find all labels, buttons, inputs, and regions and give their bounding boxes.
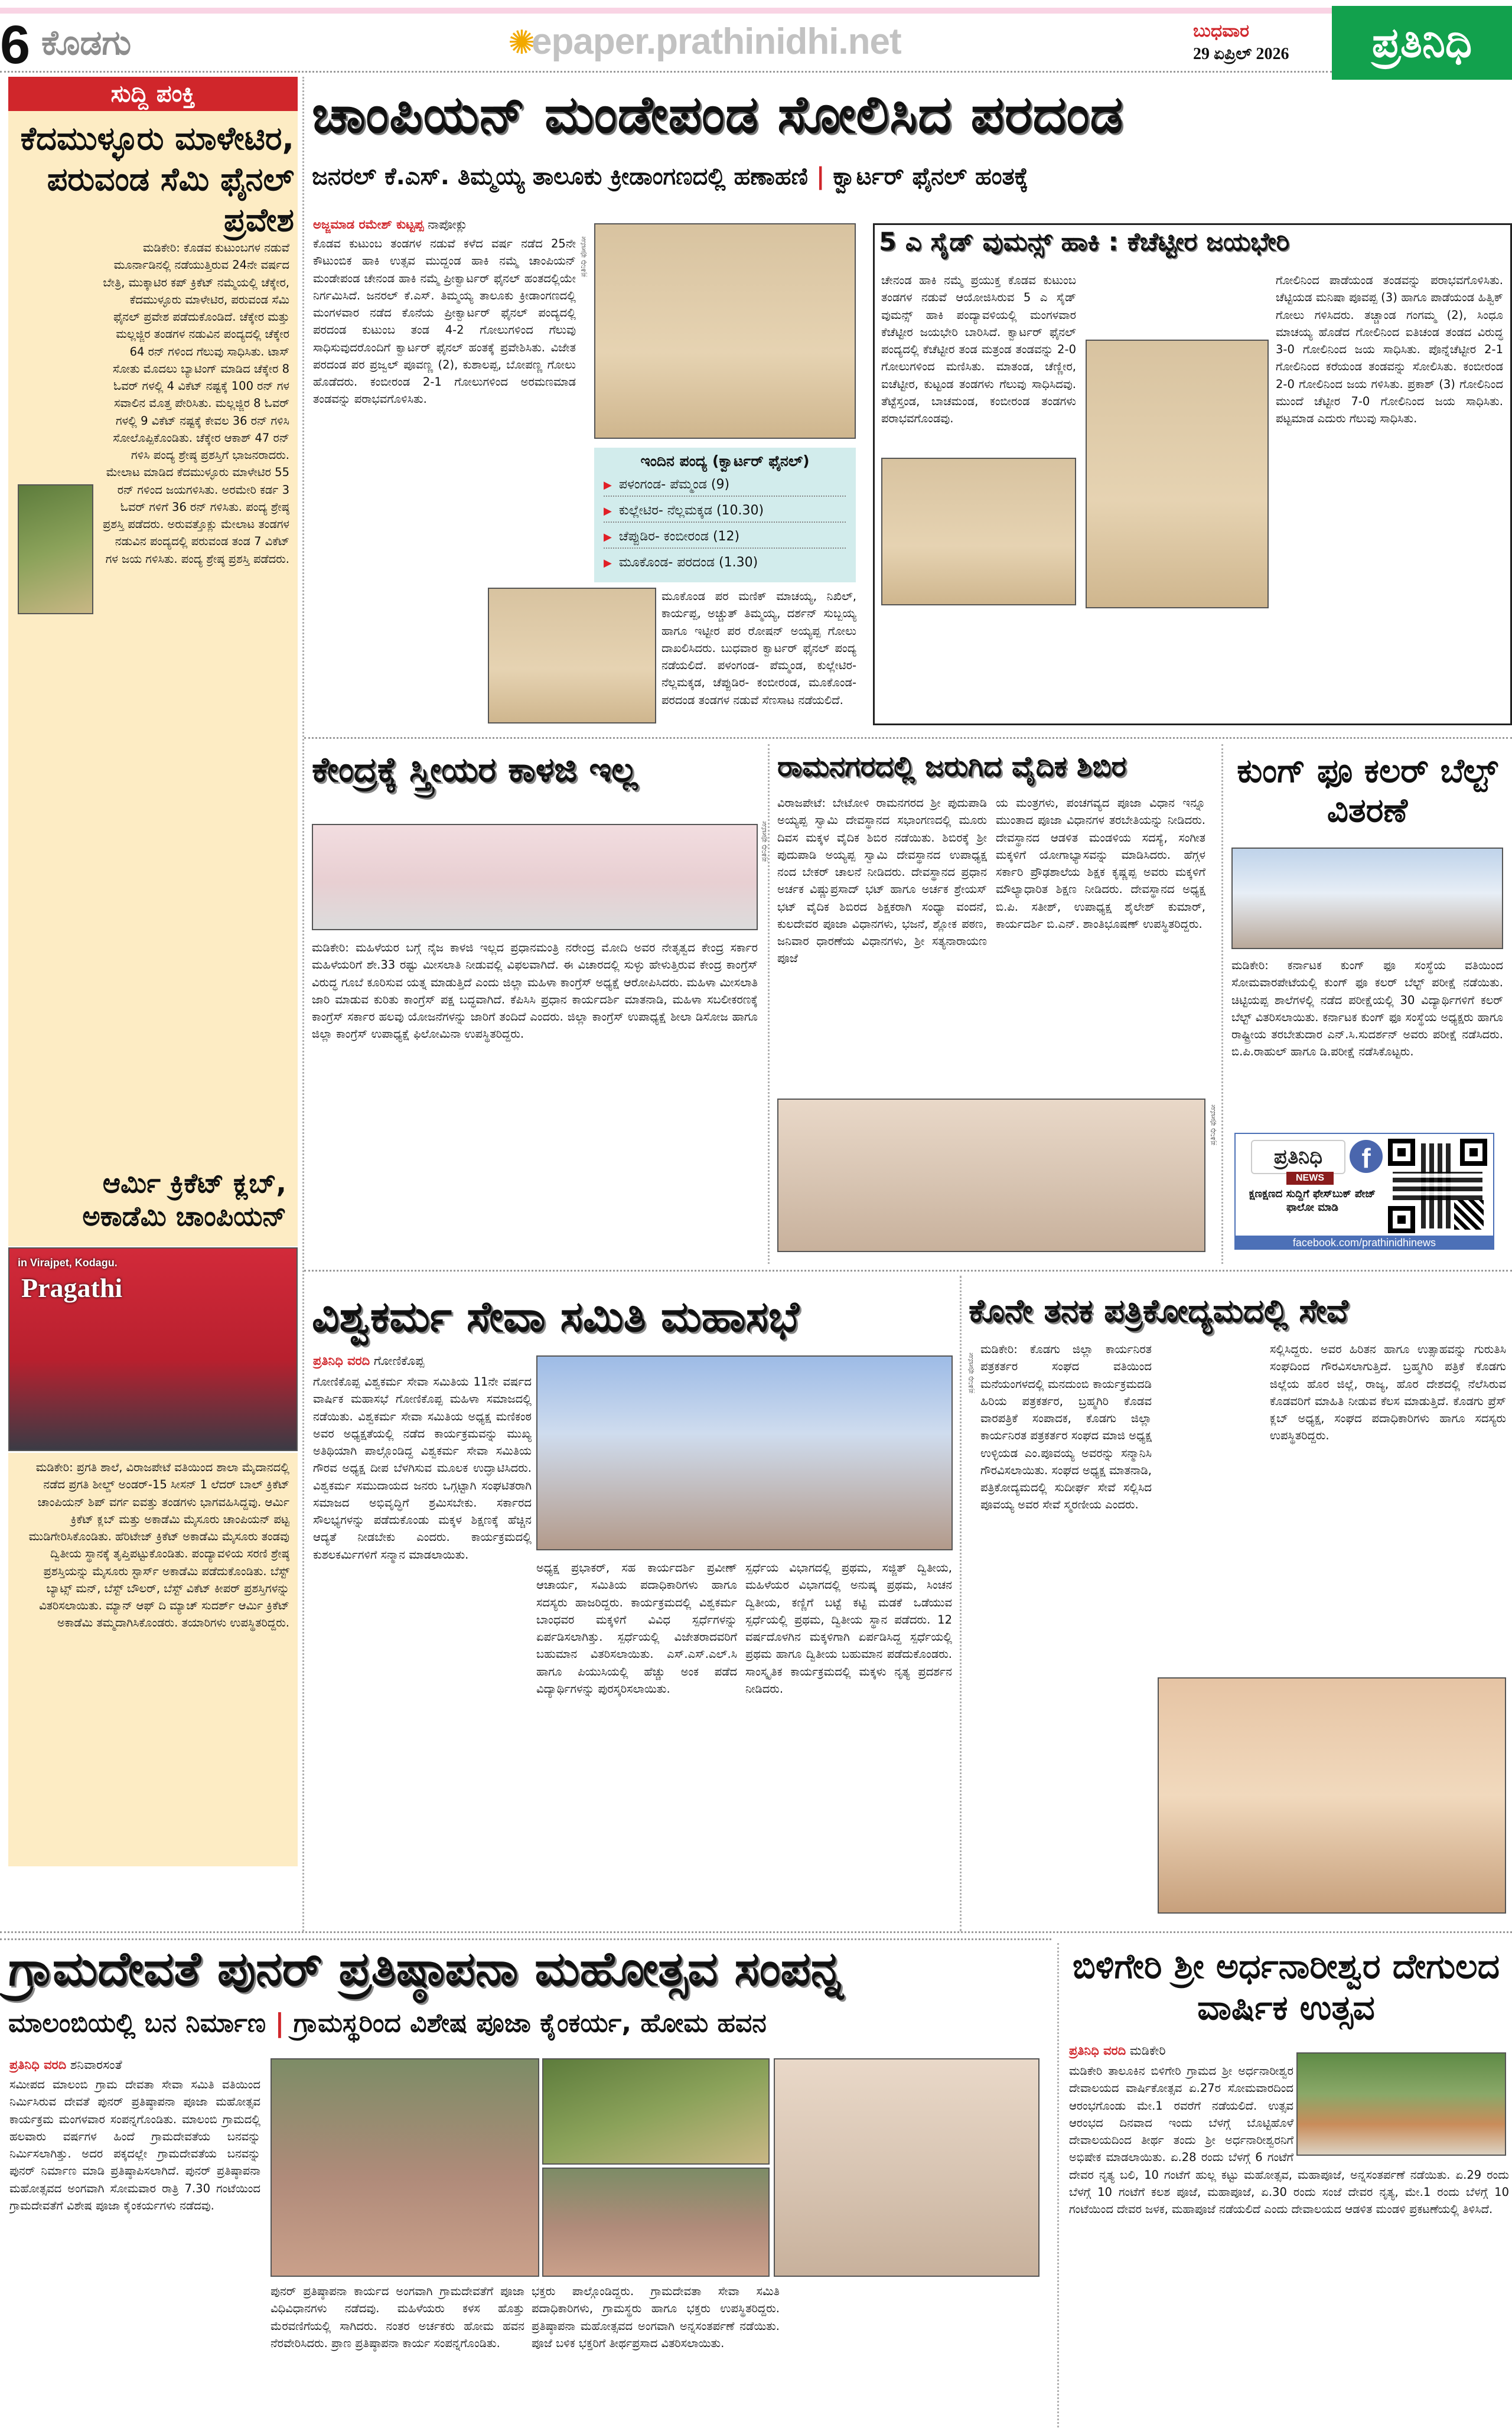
- biligeri-byline: [1069, 2044, 1166, 2058]
- cricketer-photo: [18, 484, 93, 614]
- hockey-women-photo: [488, 588, 656, 723]
- women-kalasha-photo: [542, 2168, 770, 2277]
- army-cricket-body: ಮಡಿಕೇರಿ: ಪ್ರಗತಿ ಶಾಲೆ, ವಿರಾಜಪೇಟೆ ವತಿಯಿಂದ ಶಾಲಾ ಮೈದಾನದಲ್ಲಿ ನಡೆದ ಪ್ರಗತಿ ಶೀಲ್ಡ್ ಅಂಡರ್-15 ಸೀಸನ್ 1 ಲೆದರ್ ಬಾಲ್ ಕ್ರಿಕೆಟ್ ಚಾಂಪಿಯನ್ ಶಿಪ್ ವರ್ಗ ಐವತ್ತು ತಂಡಗಳು ಭಾಗವಹಿಸಿದ್ದವು. ಆರ್ಮಿ ಕ್ರಿಕೆಟ್ ಕ್ಲಬ್ ಮತ್ತು ಅಕಾಡೆಮಿ ಮೈಸೂರು ಚಾಂಪಿಯನ್ ಪಟ್ಟ ಮುಡಿಗೇರಿಸಿಕೊಂಡಿತು. ಹೆರಿಟೇಜ್ ಕ್ರಿಕೆಟ್ ಅಕಾಡೆಮಿ ಮೈಸೂರು ತಂಡವು ದ್ವಿತೀಯ ಸ್ಥಾನಕ್ಕೆ ತೃಪ್ತಿಪಟ್ಟುಕೊಂಡಿತು. ಪಂದ್ಯಾವಳಿಯ ಸರಣಿ ಶ್ರೇಷ್ಠ ಪ್ರಶಸ್ತಿಯನ್ನು ಮೈಸೂರು ಸ್ಟಾರ್ಸ್ ಅಕಾಡೆಮಿ ಪಡೆದುಕೊಂಡಿತು. ಬೆಸ್ಟ್ ಬ್ಯಾಟ್ಸ್ ಮನ್, ಬೆಸ್ಟ್ ಬೌಲರ್, ಬೆಸ್ಟ್ ವಿಕೆಟ್ ಕೀಪರ್ ಪ್ರಶಸ್ತಿಗಳನ್ನು ವಿತರಿಸಲಾಯಿತು. ಮ್ಯಾನ್ ಆಫ್ ದಿ ಮ್ಯಾಚ್ ಸುದರ್ಶ್ ಆರ್ಮಿ ಕ್ರಿಕೆಟ್ ಅಕಾಡೆಮಿ ತಮ್ಮದಾಗಿಸಿಕೊಂಡರು. ತಯಾರಿಗಳು ಉಪಸ್ಥಿತರಿದ್ದರು.: [28, 1461, 289, 1630]
- journalist-body-col1: ಮಡಿಕೇರಿ: ಕೊಡಗು ಜಿಲ್ಲಾ ಕಾರ್ಯನಿರತ ಪತ್ರಕರ್ತರ ಸಂಘದ ವತಿಯಿಂದ ಮನೆಯಂಗಳದಲ್ಲಿ ಮನದುಂಬಿ ಕಾರ್ಯಕ್ರಮದಡಿ ಹಿರಿಯ ಪತ್ರಕರ್ತರ, ಬ್ರಹ್ಮಗಿರಿ ಕೊಡವ ವಾರಪತ್ರಿಕೆ ಸಂಪಾದಕ, ಕೊಡಗು ಜಿಲ್ಲಾ ಕಾರ್ಯನಿರತ ಪತ್ರಕರ್ತರ ಸಂಘದ ಮಾಜಿ ಅಧ್ಯಕ್ಷ ಉಳ್ಳಿಯಡ ಎಂ.ಪೂವಯ್ಯ ಅವರನ್ನು ಸನ್ಮಾನಿಸಿ ಗೌರವಿಸಲಾಯಿತು. ಸಂಘದ ಅಧ್ಯಕ್ಷ ಮಾತನಾಡಿ, ಪತ್ರಿಕೋದ್ಯಮದಲ್ಲಿ ಸುದೀರ್ಘ ಸೇವೆ ಸಲ್ಲಿಸಿದ ಪೂವಯ್ಯ ಅವರ ಸೇವೆ ಸ್ಮರಣೀಯ ಎಂದರು.: [980, 1341, 1258, 1925]
- village-deity-body-col2: ಪುನರ್ ಪ್ರತಿಷ್ಠಾಪನಾ ಕಾರ್ಯದ ಅಂಗವಾಗಿ ಗ್ರಾಮದೇವತೆಗೆ ಪೂಜಾ ವಿಧಿವಿಧಾನಗಳು ನಡೆದವು. ಮಹಿಳೆಯರು ಕಳಸ ಹೊತ್ತು ಮೆರವಣಿಗೆಯಲ್ಲಿ ಸಾಗಿದರು. ನಂತರ ಅರ್ಚಕರು ಹೋಮ ಹವನ ನೆರವೇರಿಸಿದರು. ಪ್ರಾಣ ಪ್ರತಿಷ್ಠಾಪನಾ ಕಾರ್ಯ ಸಂಪನ್ನಗೊಂಡಿತು.: [271, 2284, 524, 2350]
- triangle-bullet-icon: ▶: [604, 479, 612, 491]
- prathinidhi-news-logo: ಪ್ರತಿನಿಧಿ: [1251, 1140, 1345, 1174]
- army-cricket-headline: ಆರ್ಮಿ ಕ್ರಿಕೆಟ್ ಕ್ಲಬ್, ಅಕಾಡೆಮಿ ಚಾಂಪಿಯನ್: [82, 1167, 286, 1233]
- biligeri-headline: ಬಿಳಿಗೇರಿ ಶ್ರೀ ಅರ್ಧನಾರೀಶ್ವರ ದೇಗುಲದ ವಾರ್ಷಿಕ ಉತ್ಸವ: [1072, 1946, 1500, 2028]
- subhead-separator: |: [816, 163, 825, 190]
- fixture-item: ▶ ಕುಲ್ಲೇಟಿರ- ನೆಲ್ಲಮಕ್ಕಡ (10.30): [604, 503, 846, 523]
- women-hockey-body-col1: ಚೇನಂಡ ಹಾಕಿ ನಮ್ಮೆ ಪ್ರಯುಕ್ತ ಕೊಡವ ಕುಟುಂಬ ತಂಡಗಳ ನಡುವೆ ಆಯೋಜಿಸಿರುವ 5 ಎ ಸೈಡ್ ವುಮನ್ಸ್ ಹಾಕಿ ಪಂದ್ಯಾವಳಿಯಲ್ಲಿ ಮಂಗಳವಾರ ಕೆಚೆಟ್ಟೀರ ಜಯಭೇರಿ ಬಾರಿಸಿದೆ. ಕ್ವಾರ್ಟರ್ ಫೈನಲ್ ಪಂದ್ಯದಲ್ಲಿ ಕೆಚೆಟ್ಟೀರ ತಂಡ ಮತ್ರಂಡ ತಂಡವನ್ನು 2-0 ಗೋಲುಗಳಿಂದ ಮಣಿಸಿತು. ಮಾತಂಡ, ಚೆಣ್ಣೀರ, ಐಚೆಟ್ಟೀರ, ಕುಟ್ಟಂಡ ತಂಡಗಳು ಗೆಲುವು ಸಾಧಿಸಿದವು. ತೆಟ್ಟೆಸ್ತಂಡ, ಬಾಚಮಂಡ, ಕಂಬೀರಂಡ ತಂಡಗಳು ಪರಾಭವಗೊಂಡವು.: [881, 273, 1076, 425]
- village-subhead-left: ಮಾಲಂಬಿಯಲ್ಲಿ ಬನ ನಿರ್ಮಾಣ: [8, 2008, 266, 2038]
- column-divider: [768, 744, 770, 1264]
- hockey-headline: ಚಾಂಪಿಯನ್ ಮಂಡೇಪಂಡ ಸೋಲಿಸಿದ ಪರದಂಡ: [312, 84, 1124, 145]
- vedic-camp-body-col1: ವಿರಾಜಪೇಟೆ: ಬೇಟೋಳಿ ರಾಮನಗರದ ಶ್ರೀ ಪುದುಪಾಡಿ ಅಯ್ಯಪ್ಪ ಸ್ವಾಮಿ ದೇವಸ್ಥಾನದ ಸಭಾಂಗಣದಲ್ಲಿ ಮೂರು ದಿವಸ ಮಕ್ಕಳ ವೈದಿಕ ಶಿಬಿರ ನಡೆಯಿತು. ಶಿಬಿರಕ್ಕೆ ಶ್ರೀ ಪುದುಪಾಡಿ ಅಯ್ಯಪ್ಪ ಸ್ವಾಮಿ ದೇವಸ್ಥಾನದ ಉಪಾಧ್ಯಕ್ಷ ನಂದ ಬೇಕರ್ ಚಾಲನೆ ನೀಡಿದರು. ದೇವಸ್ಥಾನದ ಪ್ರಧಾನ ಅರ್ಚಕ ವಿಷ್ಣುಪ್ರಸಾದ್ ಭಟ್ ಹಾಗೂ ಅರ್ಚಕ ಶ್ರೇಯಸ್ ಭಟ್ ವೈದಿಕ ಶಿಬಿರದ ಶಿಕ್ಷಕರಾಗಿ ಸಂಧ್ಯಾ ವಂದನೆ, ಕುಲದೇವರ ಪೂಜಾ ವಿಧಾನಗಳು, ಭಜನೆ, ಶ್ಲೋಕ ಪಠಣ, ಜನಿವಾರ ಧಾರಣೆಯ ವಿಧಾನಗಳು, ಶ್ರೀ ಸತ್ಯನಾರಾಯಣ ಪೂಜೆ: [777, 796, 987, 966]
- women-hockey-photo-1: [881, 458, 1076, 605]
- qr-finder: [1460, 1139, 1487, 1166]
- village-deity-body-col3: ಭಕ್ತರು ಪಾಲ್ಗೊಂಡಿದ್ದರು. ಗ್ರಾಮದೇವತಾ ಸೇವಾ ಸಮಿತಿ ಪದಾಧಿಕಾರಿಗಳು, ಗ್ರಾಮಸ್ಥರು ಹಾಗೂ ಭಕ್ತರು ಉಪಸ್ಥಿತರಿದ್ದರು. ಪ್ರತಿಷ್ಠಾಪನಾ ಮಹೋತ್ಸವದ ಅಂಗವಾಗಿ ಅನ್ನಸಂತರ್ಪಣೆ ನಡೆಯಿತು. ಪೂಜೆ ಬಳಿಕ ಭಕ್ತರಿಗೆ ತೀರ್ಥಪ್ರಸಾದ ವಿತರಿಸಲಾಯಿತು.: [532, 2284, 780, 2350]
- section-divider: [304, 737, 1512, 739]
- date-line: 29 ಏಪ್ರಿಲ್ 2026: [1193, 45, 1289, 63]
- prathinidhi-logo: ಪ್ರತಿನಿಧಿ: [1332, 6, 1512, 80]
- byline-place: ನಾಪೋಕ್ಲು: [428, 217, 468, 232]
- day-name: ಬುಧವಾರ: [1193, 21, 1249, 41]
- byline-place: ಗೋಣಿಕೊಪ್ಪ: [373, 1354, 425, 1368]
- fixture-item: ▶ ಚೆಪ್ಪುಡಿರ- ಕಂಬೀರಂಡ (12): [604, 529, 846, 549]
- fixture-item: ▶ ಮೂಕೊಂಡ- ಪರದಂಡ (1.30): [604, 555, 758, 570]
- byline-name: ಪ್ರತಿನಿಧಿ ವರದಿ: [1069, 2044, 1126, 2058]
- cricket-team-photo: [8, 1247, 298, 1451]
- triangle-bullet-icon: ▶: [604, 505, 612, 517]
- vedic-camp-headline: ರಾಮನಗರದಲ್ಲಿ ಜರುಗಿದ ವೈದಿಕ ಶಿಬಿರ: [777, 750, 1126, 783]
- village-deity-headline: ಗ್ರಾಮದೇವತೆ ಪುನರ್ ಪ್ರತಿಷ್ಠಾಪನಾ ಮಹೋತ್ಸವ ಸಂಪನ್ನ: [8, 1941, 843, 1996]
- women-hockey-body-col2: ಗೋಲಿನಿಂದ ಪಾಡೆಯಂಡ ತಂಡವನ್ನು ಪರಾಭವಗೊಳಿಸಿತು. ಚೆಟ್ಟಿಯಡ ಮನಿಷಾ ಪೂವಪ್ಪ (3) ಹಾಗೂ ಪಾಡೆಯಂಡ ಹಿತ್ವಿಕ್ ಗೋಲು ಗಳಿಸಿದರು. ತಚ್ಚಾಂಡ ಗಂಗಮ್ಮ (2), ಸಿಂಧೂ ಮಾಚಯ್ಯ ಹೊಡೆದ ಗೋಲಿನಿಂದ ಐತಿಚಂಡ ತಂಡದ ವಿರುದ್ಧ 3-0 ಗೋಲಿನಿಂದ ಜಯ ಸಾಧಿಸಿತು. ಪೊನ್ನೆಚೆಟ್ಟೀರ 2-1 ಗೋಲಿನಿಂದ ಕರೆಯಂಡ ತಂಡವನ್ನು ಸೋಲಿಸಿತು. ಕಂಬೀರಂಡ 2-0 ಗೋಲಿನಿಂದ ಜಯ ಗಳಿಸಿತು. ಪ್ರಕಾಶ್ (3) ಗೋಲಿನಿಂದ ಮುಂದೆ ಚೆಟ್ಟೀರ 7-0 ಗೋಲಿನಿಂದ ಜಯ ಸಾಧಿಸಿತು. ಪಟ್ಟಮಾಡ ಎದುರು ಗೆಲುವು ಸಾಧಿಸಿತು.: [1276, 273, 1503, 425]
- column-divider: [1221, 744, 1223, 1264]
- facebook-icon[interactable]: f: [1350, 1140, 1383, 1173]
- triangle-bullet-icon: ▶: [604, 557, 612, 569]
- section-divider: [0, 1931, 1512, 1933]
- byline-name: ಪ್ರತಿನಿಧಿ ವರದಿ: [313, 1354, 370, 1368]
- hockey-subheadline: [312, 162, 1511, 191]
- subhead-separator: |: [275, 2008, 285, 2038]
- village-subhead-right: ಗ್ರಾಮಸ್ಥರಿಂದ ವಿಶೇಷ ಪೂಜಾ ಕೈಂಕರ್ಯ, ಹೋಮ ಹವನ: [293, 2008, 767, 2038]
- photo-banner-sub: in Virajpet, Kodagu.: [18, 1257, 118, 1269]
- hockey-body-col1b: [313, 588, 481, 721]
- byline-place: ಶನಿವಾರಸಂತೆ: [70, 2058, 122, 2072]
- qr-finder: [1388, 1139, 1415, 1166]
- vishwakarma-photo: [536, 1355, 953, 1550]
- hockey-body-col1: ಕೊಡವ ಕುಟುಂಬ ತಂಡಗಳ ನಡುವೆ ಕಳೆದ ವರ್ಷ ನಡೆದ 25ನೇ ಕೌಟುಂಬಿಕ ಹಾಕಿ ಉತ್ಸವ ಮುದ್ದಂಡ ಹಾಕಿ ನಮ್ಮೆ ಚಾಂಪಿಯನ್ ಮಂಡೇಪಂಡ ಚೇನಂಡ ಹಾಕಿ ನಮ್ಮೆ ಪ್ರೀಕ್ವಾರ್ಟರ್ ಫೈನಲ್ ಹಂತದಲ್ಲಿಯೇ ನಿರ್ಗಮಿಸಿದೆ. ಜನರಲ್ ಕೆ.ಎಸ್. ತಿಮ್ಮಯ್ಯ ತಾಲೂಕು ಕ್ರೀಡಾಂಗಣದಲ್ಲಿ ಮಂಗಳವಾರ ನಡೆದ ಕೊನೆಯ ಪ್ರೀಕ್ವಾರ್ಟರ್ ಫೈನಲ್ ಪಂದ್ಯದಲ್ಲಿ ಪರದಂಡ ಕುಟುಂಬ ತಂಡ 4-2 ಗೋಲುಗಳಿಂದ ಗೆಲುವು ಸಾಧಿಸುವುದರೊಂದಿಗೆ ಕ್ವಾರ್ಟರ್ ಫೈನಲ್ ಹಂತಕ್ಕೆ ಪ್ರವೇಶಿಸಿತು. ವಿಜೇತ ಪರದಂಡ ಪರ ಪ್ರಜ್ವಲ್ ಪೂವಣ್ಣ (2), ಕುಶಾಲಪ್ಪ, ಬೋಪಣ್ಣ ಗೋಲು ಹೊಡೆದರು. ಕಂಬೀರಂಡ 2-1 ಗೋಲುಗಳಿಂದ ಅರಮಣಮಾಡ ತಂಡವನ್ನು ಪರಾಭವಗೊಳಿಸಿತು.: [313, 237, 576, 406]
- fixture-item: ▶ ಪಳಂಗಂಡ- ಪೆಮ್ಮಂಡ (9): [604, 477, 846, 497]
- hockey-subhead-left: ಜನರಲ್ ಕೆ.ಎಸ್. ತಿಮ್ಮಯ್ಯ ತಾಲೂಕು ಕ್ರೀಡಾಂಗಣದಲ್ಲಿ ಹಣಾಹಣಿ: [312, 163, 808, 190]
- hockey-byline: [313, 217, 467, 232]
- women-concern-body: ಮಡಿಕೇರಿ: ಮಹಿಳೆಯರ ಬಗ್ಗೆ ನೈಜ ಕಾಳಜಿ ಇಲ್ಲದ ಪ್ರಧಾನಮಂತ್ರಿ ನರೇಂದ್ರ ಮೋದಿ ಅವರ ನೇತೃತ್ವದ ಕೇಂದ್ರ ಸರ್ಕಾರ ಮಹಿಳೆಯರಿಗೆ ಶೇ.33 ರಷ್ಟು ಮೀಸಲಾತಿ ನೀಡುವಲ್ಲಿ ವಿಫಲವಾಗಿದೆ. ಈ ವಿಚಾರದಲ್ಲಿ ಸುಳ್ಳು ಹೇಳುತ್ತಿರುವ ಕೇಂದ್ರ ಕಾಂಗ್ರೆಸ್ ವಿರುದ್ಧ ಗೂಬೆ ಕೂರಿಸುವ ಯತ್ನ ಮಾಡುತ್ತಿದೆ ಎಂದು ಜಿಲ್ಲಾ ಮಹಿಳಾ ಕಾಂಗ್ರೆಸ್ ಅಧ್ಯಕ್ಷೆ ಆರೋಪಿಸಿದರು. ಮಹಿಳಾ ಮೀಸಲಾತಿ ಜಾರಿ ಮಾಡುವ ಕುರಿತು ಕಾಂಗ್ರೆಸ್ ಪಕ್ಷ ಬದ್ಧವಾಗಿದೆ. ಕೆಪಿಸಿಸಿ ಪ್ರಧಾನ ಕಾರ್ಯದರ್ಶಿ ಮಾತನಾಡಿ, ಮಹಿಳಾ ಸಬಲೀಕರಣಕ್ಕೆ ಕಾಂಗ್ರೆಸ್ ಸರ್ಕಾರ ಹಲವು ಯೋಜನೆಗಳನ್ನು ಜಾರಿಗೆ ತಂದಿದೆ ಎಂದರು. ಜಿಲ್ಲಾ ಕಾಂಗ್ರೆಸ್ ಉಪಾಧ್ಯಕ್ಷೆ ಶೀಲಾ ಡಿಸೋಜ ಹಾಗೂ ಜಿಲ್ಲಾ ಕಾಂಗ್ರೆಸ್ ಉಪಾಧ್ಯಕ್ಷೆ ಫಿಲೋಮಿನಾ ಉಪಸ್ಥಿತರಿದ್ದರು.: [312, 941, 758, 1041]
- qr-finder: [1388, 1206, 1415, 1233]
- column-divider: [302, 77, 304, 1931]
- women-hockey-photo-2: [1086, 340, 1269, 608]
- village-deity-subheadline: [8, 2008, 1048, 2038]
- byline-place: ಮಡಿಕೇರಿ: [1129, 2044, 1166, 2058]
- shrine-photo: [542, 2058, 770, 2165]
- procession-photo: [271, 2058, 539, 2277]
- vishwakarma-byline: [313, 1354, 424, 1368]
- semifinal-body: ಮಡಿಕೇರಿ: ಕೊಡವ ಕುಟುಂಬಗಳ ನಡುವೆ ಮೂರ್ನಾಡಿನಲ್ಲಿ ನಡೆಯುತ್ತಿರುವ 24ನೇ ವರ್ಷದ ಬೇತ್ರಿ, ಮುಕ್ಕಾಟಿರ ಕಪ್ ಕ್ರಿಕೆಟ್ ನಮ್ಮೆಯಲ್ಲಿ ಚೆಕ್ಕೇರ, ಕೆದಮುಳ್ಳೂರು ಮಾಳೇಟಿರ, ಪರುವಂಡ ಸೆಮಿ ಫೈನಲ್ ಪ್ರವೇಶ ಪಡೆದುಕೊಂಡಿದೆ. ಚೆಕ್ಕೇರ ಮತ್ತು ಮಲ್ಲಜ್ಜಿರ ತಂಡಗಳ ನಡುವಿನ ಪಂದ್ಯದಲ್ಲಿ ಚೆಕ್ಕೇರ 64 ರನ್ ಗಳಿಂದ ಗೆಲುವು ಸಾಧಿಸಿತು. ಟಾಸ್ ಸೋತು ಮೊದಲು ಬ್ಯಾಟಿಂಗ್ ಮಾಡಿದ ಚೆಕ್ಕೇರ 8 ಓವರ್ ಗಳಲ್ಲಿ 4 ವಿಕೆಟ್ ನಷ್ಟಕ್ಕೆ 100 ರನ್ ಗಳ ಸವಾಲಿನ ಮೊತ್ತ ಪೇರಿಸಿತು. ಮಲ್ಲಜ್ಜಿರ 8 ಓವರ್ ಗಳಲ್ಲಿ 9 ವಿಕೆಟ್ ನಷ್ಟಕ್ಕೆ ಕೇವಲ 36 ರನ್ ಗಳಿಸಿ ಸೋಲೊಪ್ಪಿಕೊಂಡಿತು. ಚೆಕ್ಕೇರ ಆಕಾಶ್ 47 ರನ್ ಗಳಿಸಿ ಪಂದ್ಯ ಶ್ರೇಷ್ಠ ಪ್ರಶಸ್ತಿಗೆ ಭಾಜನರಾದರು. ಮೇಲಾಟ ಮಾಡಿದ ಕೆದಮುಳ್ಳೂರು ಮಾಳೇಟಿರ 55 ರನ್ ಗಳಿಂದ ಜಯಗಳಿಸಿತು. ಅರಮೇರಿ ಕರ್ಡ 3 ಓವರ್ ಗಳಿಗೆ 36 ರನ್ ಗಳಿಸಿತು. ಪಂದ್ಯ ಶ್ರೇಷ್ಠ ಪ್ರಶಸ್ತಿ ಪಡೆದರು. ಅರುವತ್ತೊಕ್ಲು ಮೇಲಾಟ ತಂಡಗಳ ನಡುವಿನ ಪಂದ್ಯದಲ್ಲಿ ಪರುವಂಡ ತಂಡ 7 ವಿಕೆಟ್ ಗಳ ಜಯ ಗಳಿಸಿತು. ಪಂದ್ಯ ಶ್ರೇಷ್ಠ ಪ್ರಶಸ್ತಿ ಪಡೆದರು.: [18, 239, 289, 1113]
- masthead-pink-bar: [0, 8, 1332, 14]
- biligeri-body: ಮಡಿಕೇರಿ ತಾಲೂಕಿನ ಬಿಳಿಗೇರಿ ಗ್ರಾಮದ ಶ್ರೀ ಅರ್ಧನಾರೀಶ್ವರ ದೇವಾಲಯದ ವಾರ್ಷಿಕೋತ್ಸವ ಏ.27ರ ಸೋಮವಾರದಿಂದ ಆರಂಭಗೊಂಡು ಮೇ.1 ರವರೆಗೆ ನಡೆಯಲಿದೆ. ಉತ್ಸವ ಆರಂಭದ ದಿನವಾದ ಇಂದು ಬೆಳಗ್ಗೆ ಬೊಟ್ಟಿಹೊಳೆ ದೇವಾಲಯದಿಂದ ತೀರ್ಥ ತಂದು ಶ್ರೀ ಅರ್ಧನಾರೀಶ್ವರನಿಗೆ ಅಭಿಷೇಕ ಮಾಡಲಾಯಿತು. ಏ.28 ರಂದು ಬೆಳಗ್ಗೆ 6 ಗಂಟೆಗೆ ದೇವರ ನೃತ್ಯ ಬಲಿ, 10 ಗಂಟೆಗೆ ಹುಲ್ಲ ಕಟ್ಟು ಮಹೋತ್ಸವ, ಮಹಾಪೂಜೆ, ಅನ್ನಸಂತರ್ಪಣೆ ನಡೆಯಿತು. ಏ.29 ರಂದು ಬೆಳಗ್ಗೆ 10 ಗಂಟೆಗೆ ಕಲಶ ಪೂಜೆ, ಮಹಾಪೂಜೆ, ಏ.30 ರಂದು ಸಂಜೆ ದೇವರ ನೃತ್ಯ, ಮೇ.1 ರಂದು ಬೆಳಗ್ಗೆ 10 ಗಂಟೆಯಿಂದ ದೇವರ ಜಳಕ, ಮಹಾಪೂಜೆ ನಡೆಯಲಿದೆ ಎಂದು ದೇವಾಲಯದ ಆಡಳಿತ ಮಂಡಳಿ ಪ್ರಕಟಣೆಯಲ್ಲಿ ತಿಳಿಸಿದೆ.: [1069, 2062, 1509, 2423]
- section-name: ಕೊಡಗು: [41, 22, 132, 63]
- women-hockey-headline: 5 ಎ ಸೈಡ್ ವುಮನ್ಸ್ ಹಾಕಿ : ಕೆಚೆಟ್ಟೀರ ಜಯಭೇರಿ: [879, 227, 1290, 257]
- village-deity-body-col1: ಸಮೀಪದ ಮಾಲಂಬಿ ಗ್ರಾಮ ದೇವತಾ ಸೇವಾ ಸಮಿತಿ ವತಿಯಿಂದ ನಿರ್ಮಿಸಿರುವ ದೇವತೆ ಪುನರ್ ಪ್ರತಿಷ್ಠಾಪನಾ ಪೂಜಾ ಮಹೋತ್ಸವ ಕಾರ್ಯಕ್ರಮ ಮಂಗಳವಾರ ಸಂಪನ್ನಗೊಂಡಿತು. ಮಾಲಂಬಿ ಗ್ರಾಮದಲ್ಲಿ ಹಲವಾರು ವರ್ಷಗಳ ಹಿಂದೆ ಗ್ರಾಮದೇವತೆಯ ಬನವನ್ನು ನಿರ್ಮಿಸಲಾಗಿತ್ತು. ಅದರ ಪಕ್ಕದಲ್ಲೇ ಗ್ರಾಮದೇವತೆಯ ಬನವನ್ನು ಪುನರ್ ನಿರ್ಮಾಣ ಮಾಡಿ ಪ್ರತಿಷ್ಠಾಪಿಸಲಾಗಿದೆ. ಪುನರ್ ಪ್ರತಿಷ್ಠಾಪನಾ ಮಹೋತ್ಸವದ ಅಂಗವಾಗಿ ಸೋಮವಾರ ರಾತ್ರಿ 7.30 ಗಂಟೆಯಿಂದ ಗ್ರಾಮದೇವತೆಗೆ ವಿಶೇಷ ಪೂಜಾ ಕೈಂಕರ್ಯಗಳು ನಡೆದವು.: [9, 2078, 260, 2212]
- vedic-camp-photo: [777, 1099, 1205, 1252]
- vishwakarma-body-col1: ಗೋಣಿಕೊಪ್ಪ ವಿಶ್ವಕರ್ಮ ಸೇವಾ ಸಮಿತಿಯ 11ನೇ ವರ್ಷದ ವಾರ್ಷಿಕ ಮಹಾಸಭೆ ಗೋಣಿಕೊಪ್ಪ ಮಹಿಳಾ ಸಮಾಜದಲ್ಲಿ ನಡೆಯಿತು. ವಿಶ್ವಕರ್ಮ ಸೇವಾ ಸಮಿತಿಯ ಅಧ್ಯಕ್ಷ ಮಣಿಕಂಠ ಅವರ ಅಧ್ಯಕ್ಷತೆಯಲ್ಲಿ ನಡೆದ ಕಾರ್ಯಕ್ರಮವನ್ನು ಮುಖ್ಯ ಅತಿಥಿಯಾಗಿ ಪಾಲ್ಗೊಂಡಿದ್ದ ವಿಶ್ವಕರ್ಮ ಸೇವಾ ಸಮಿತಿಯ ಗೌರವ ಅಧ್ಯಕ್ಷ ದೀಪ ಬೆಳಗಿಸುವ ಮೂಲಕ ಉದ್ಘಾಟಿಸಿದರು. ವಿಶ್ವಕರ್ಮ ಸಮುದಾಯದ ಜನರು ಒಗ್ಗಟ್ಟಾಗಿ ಸಂಘಟಿತರಾಗಿ ಸಮಾಜದ ಅಭಿವೃದ್ಧಿಗೆ ಶ್ರಮಿಸಬೇಕು. ಸರ್ಕಾರದ ಸೌಲಭ್ಯಗಳನ್ನು ಪಡೆದುಕೊಂಡು ಮಕ್ಕಳ ಶಿಕ್ಷಣಕ್ಕೆ ಹೆಚ್ಚಿನ ಆದ್ಯತೆ ನೀಡಬೇಕು ಎಂದರು. ಕಾರ್ಯಕ್ರಮದಲ್ಲಿ ಕುಶಲಕರ್ಮಿಗಳಿಗೆ ಸನ್ಮಾನ ಮಾಡಲಾಯಿತು.: [313, 1375, 532, 1562]
- fixtures-title: ಇಂದಿನ ಪಂದ್ಯ (ಕ್ವಾರ್ಟರ್ ಫೈನಲ್): [640, 452, 810, 470]
- vishwakarma-body-col3: ಸ್ಪರ್ಧೆಯ ವಿಭಾಗದಲ್ಲಿ ಪ್ರಥಮ, ಸಜ್ಜಿತ್ ದ್ವಿತೀಯ, ಮಹಿಳೆಯರ ವಿಭಾಗದಲ್ಲಿ ಅನುಷ್ಕ ಪ್ರಥಮ, ಸಿಂಚನ ದ್ವಿತೀಯ, ಕಣ್ಣಿಗೆ ಬಟ್ಟೆ ಕಟ್ಟಿ ಮಡಕೆ ಒಡೆಯುವ ಸ್ಪರ್ಧೆಯಲ್ಲಿ ಪ್ರಥಮ, ದ್ವಿತೀಯ ಸ್ಥಾನ ಪಡೆದರು. 12 ವರ್ಷದೊಳಗಿನ ಮಕ್ಕಳಿಗಾಗಿ ಏರ್ಪಡಿಸಿದ್ದ ಸ್ಪರ್ಧೆಯಲ್ಲಿ ಪ್ರಥಮ ಹಾಗೂ ದ್ವಿತೀಯ ಬಹುಮಾನ ಪಡೆದುಕೊಂಡರು. ಸಾಂಸ್ಕೃತಿಕ ಕಾರ್ಯಕ್ರಮದಲ್ಲಿ ಮಕ್ಕಳು ನೃತ್ಯ ಪ್ರದರ್ಶನ ನೀಡಿದರು.: [745, 1561, 952, 1696]
- sunburst-icon: ✺: [508, 24, 536, 62]
- kungfu-group-photo: [1231, 848, 1503, 949]
- vedic-camp-body-col2: ಯ ಮಂತ್ರಗಳು, ಪಂಚಗವ್ಯದ ಪೂಜಾ ವಿಧಾನ ಇನ್ನೂ ಮುಂತಾದ ಪೂಜಾ ವಿಧಾನಗಳ ತರಬೇತಿಯನ್ನು ನೀಡಿದರು. ದೇವಸ್ಥಾನದ ಆಡಳಿತ ಮಂಡಳಿಯ ಸದಸ್ಯೆ, ಸಂಗೀತ ಮಕ್ಕಳಿಗೆ ಯೋಗಾಭ್ಯಾಸವನ್ನು ಮಾಡಿಸಿದರು. ಹೆಗ್ಗಳ ಸರ್ಕಾರಿ ಪ್ರೌಢಶಾಲೆಯ ಶಿಕ್ಷಕ ಕೃಷ್ಣಪ್ಪ ಅವರು ಮಕ್ಕಳಿಗೆ ಮೌಲ್ಯಾಧಾರಿತ ಶಿಕ್ಷಣ ನೀಡಿದರು. ದೇವಸ್ಥಾನದ ಅಧ್ಯಕ್ಷ ಬಿ.ಪಿ. ಸತೀಶ್, ಉಪಾಧ್ಯಕ್ಷ ಶೈಲೇಶ್ ಕುಮಾರ್, ಕಾರ್ಯದರ್ಶಿ ಬಿ.ಎನ್. ಶಾಂತಿಭೂಷಣ್ ಉಪಸ್ಥಿತರಿದ್ದರು.: [996, 796, 1205, 931]
- byline-name: ಅಜ್ಜಮಾಡ ರಮೇಶ್ ಕುಟ್ಟಪ್ಪ: [313, 217, 424, 232]
- press-meet-photo: [312, 824, 758, 930]
- kungfu-headline: ಕುಂಗ್ ಫೂ ಕಲರ್ ಬೆಲ್ಟ್ ವಿತರಣೆ: [1237, 752, 1498, 830]
- photo-credit: ಪ್ರತಿನಿಧಿ ಫೋಟೋ: [760, 821, 768, 862]
- news-badge: NEWS: [1286, 1172, 1334, 1185]
- photo-credit: ಪ್ರತಿನಿಧಿ ಫೋಟೋ: [1208, 1104, 1217, 1146]
- section-divider: [0, 1938, 1051, 1940]
- hockey-action-photo: [594, 223, 856, 439]
- journalist-headline: ಕೊನೇ ತನಕ ಪತ್ರಿಕೋದ್ಯಮದಲ್ಲಿ ಸೇವೆ: [969, 1292, 1348, 1329]
- qr-code-icon[interactable]: [1388, 1139, 1487, 1233]
- facebook-promo-text: ಕ್ಷಣಕ್ಷಣದ ಸುದ್ದಿಗೆ ಫೇಸ್‌ಬುಕ್ ಪೇಜ್ ಫಾಲೋ ಮಾಡಿ: [1249, 1188, 1376, 1214]
- news-column-tab: ಸುದ್ದಿ ಪಂಕ್ತಿ: [8, 77, 298, 111]
- column-divider: [960, 1276, 962, 1931]
- homa-photo: [774, 2058, 1040, 2277]
- kungfu-body: ಮಡಿಕೇರಿ: ಕರ್ನಾಟಕ ಕುಂಗ್ ಫೂ ಸಂಸ್ಥೆಯ ವತಿಯಿಂದ ಸೋಮವಾರಪೇಟೆಯಲ್ಲಿ ಕುಂಗ್ ಫೂ ಕಲರ್ ಬೆಲ್ಟ್ ಪರೀಕ್ಷೆ ನಡೆಯಿತು. ಚಿಟ್ಟಿಯಪ್ಪ ಶಾಲೆಗಳಲ್ಲಿ ನಡೆದ ಪರೀಕ್ಷೆಯಲ್ಲಿ 30 ವಿದ್ಯಾರ್ಥಿಗಳಿಗೆ ಕಲರ್ ಬೆಲ್ಟ್ ವಿತರಿಸಲಾಯಿತು. ಕರ್ನಾಟಕ ಕುಂಗ್ ಫೂ ಸಂಸ್ಥೆಯ ಅಧ್ಯಕ್ಷರು ಹಾಗೂ ರಾಷ್ಟ್ರೀಯ ತರಬೇತುದಾರ ಎನ್.ಸಿ.ಸುದರ್ಶನ್ ಅವರು ಪರೀಕ್ಷೆ ನಡೆಸಿದರು. ಬಿ.ಪಿ.ರಾಹುಲ್ ಹಾಗೂ ಡಿ.ಪರೀಕ್ಷೆ ನಡೆಸಿಕೊಟ್ಟರು.: [1231, 959, 1503, 1059]
- section-divider: [304, 1270, 1512, 1272]
- facebook-url[interactable]: facebook.com/prathinidhinews: [1236, 1236, 1493, 1250]
- masthead-divider: [0, 71, 1332, 73]
- photo-wrap-spacer: [1293, 2062, 1509, 2160]
- vishwakarma-body-col2: ಅಧ್ಯಕ್ಷ ಪ್ರಭಾಕರ್, ಸಹ ಕಾರ್ಯದರ್ಶಿ ಪ್ರವೀಣ್ ಆಚಾರ್ಯ, ಸಮಿತಿಯ ಪದಾಧಿಕಾರಿಗಳು ಹಾಗೂ ಸದಸ್ಯರು ಹಾಜರಿದ್ದರು. ಕಾರ್ಯಕ್ರಮದಲ್ಲಿ ವಿಶ್ವಕರ್ಮ ಬಾಂಧವರ ಮಕ್ಕಳಿಗೆ ವಿವಿಧ ಸ್ಪರ್ಧೆಗಳನ್ನು ಏರ್ಪಡಿಸಲಾಗಿತ್ತು. ಸ್ಪರ್ಧೆಯಲ್ಲಿ ವಿಜೇತರಾದವರಿಗೆ ಬಹುಮಾನ ವಿತರಿಸಲಾಯಿತು. ಎಸ್.ಎಸ್.ಎಲ್.ಸಿ ಹಾಗೂ ಪಿಯುಸಿಯಲ್ಲಿ ಹೆಚ್ಚು ಅಂಕ ಪಡೆದ ವಿದ್ಯಾರ್ಥಿಗಳನ್ನು ಪುರಸ್ಕರಿಸಲಾಯಿತು.: [536, 1561, 737, 1696]
- journalist-honour-photo: [1158, 1677, 1506, 1914]
- photo-credit: ಪ್ರತಿನಿಧಿ ಫೋಟೋ: [579, 236, 587, 278]
- photo-credit: ಪ್ರತಿನಿಧಿ ಫೋಟೋ: [966, 1352, 975, 1394]
- journalist-body-col2: ಸಲ್ಲಿಸಿದ್ದರು. ಅವರ ಹಿರಿತನ ಹಾಗೂ ಉತ್ಸಾಹವನ್ನು ಗುರುತಿಸಿ ಸಂಘದಿಂದ ಗೌರವಿಸಲಾಗುತ್ತಿದೆ. ಬ್ರಹ್ಮಗಿರಿ ಪತ್ರಿಕೆ ಕೊಡಗು ಜಿಲ್ಲೆಯ ಹೊರ ಜಿಲ್ಲೆ, ರಾಜ್ಯ, ಹೊರ ದೇಶದಲ್ಲಿ ನೆಲೆಸಿರುವ ಕೊಡವರಿಗೆ ಮಾಹಿತಿ ನೀಡುವ ಕೆಲಸ ಮಾಡುತ್ತಿದೆ. ಕೊಡಗು ಪ್ರೆಸ್ ಕ್ಲಬ್ ಅಧ್ಯಕ್ಷ, ಸಂಘದ ಪದಾಧಿಕಾರಿಗಳು ಹಾಗೂ ಸದಸ್ಯರು ಉಪಸ್ಥಿತರಿದ್ದರು.: [1270, 1342, 1506, 1443]
- byline-name: ಪ್ರತಿನಿಧಿ ವರದಿ: [9, 2058, 67, 2072]
- hockey-body-col2: ಮೂಕೊಂಡ ಪರ ಮಣಿಕ್ ಮಾಚಯ್ಯ, ನಿಖಿಲ್, ಕಾರ್ಯಪ್ಪ, ಅಚ್ಚುತ್ ತಿಮ್ಮಯ್ಯ, ದರ್ಶನ್ ಸುಬ್ಬಯ್ಯ ಹಾಗೂ ಇಟ್ಟೀರ ಪರ ರೋಷನ್ ಅಯ್ಯಪ್ಪ ಗೋಲು ದಾಖಲಿಸಿದರು. ಬುಧವಾರ ಕ್ವಾರ್ಟರ್ ಫೈನಲ್ ಪಂದ್ಯ ನಡೆಯಲಿದೆ. ಪಳಂಗಂಡ- ಪೆಮ್ಮಂಡ, ಕುಲ್ಲೇಟಿರ- ನೆಲ್ಲಮಕ್ಕಡ, ಚೆಪ್ಪುಡಿರ- ಕಂಬೀರಂಡ, ಮೂಕೊಂಡ- ಪರದಂಡ ತಂಡಗಳ ನಡುವೆ ಸೆಣಸಾಟ ನಡೆಯಲಿದೆ.: [662, 589, 856, 707]
- column-divider: [1057, 1943, 1059, 2427]
- vishwakarma-headline: ವಿಶ್ವಕರ್ಮ ಸೇವಾ ಸಮಿತಿ ಮಹಾಸಭೆ: [312, 1292, 799, 1341]
- village-deity-byline: [9, 2058, 122, 2072]
- qr-modules: [1454, 1200, 1484, 1230]
- triangle-bullet-icon: ▶: [604, 531, 612, 543]
- women-concern-headline: ಕೇಂದ್ರಕ್ಕೆ ಸ್ತ್ರೀಯರ ಕಾಳಜಿ ಇಲ್ಲ: [312, 749, 638, 790]
- hockey-subhead-right: ಕ್ವಾರ್ಟರ್ ಫೈನಲ್ ಹಂತಕ್ಕೆ: [833, 163, 1029, 190]
- epaper-url[interactable]: epaper.prathinidhi.net: [532, 21, 901, 62]
- qr-modules: [1393, 1172, 1482, 1200]
- photo-banner: Pragathi: [21, 1273, 123, 1303]
- page-number: 6: [0, 15, 31, 75]
- semifinal-headline: ಕೆದಮುಳ್ಳೂರು ಮಾಳೇಟಿರ, ಪರುವಂಡ ಸೆಮಿ ಫೈನಲ್ ಪ್ರವೇಶ: [20, 120, 294, 239]
